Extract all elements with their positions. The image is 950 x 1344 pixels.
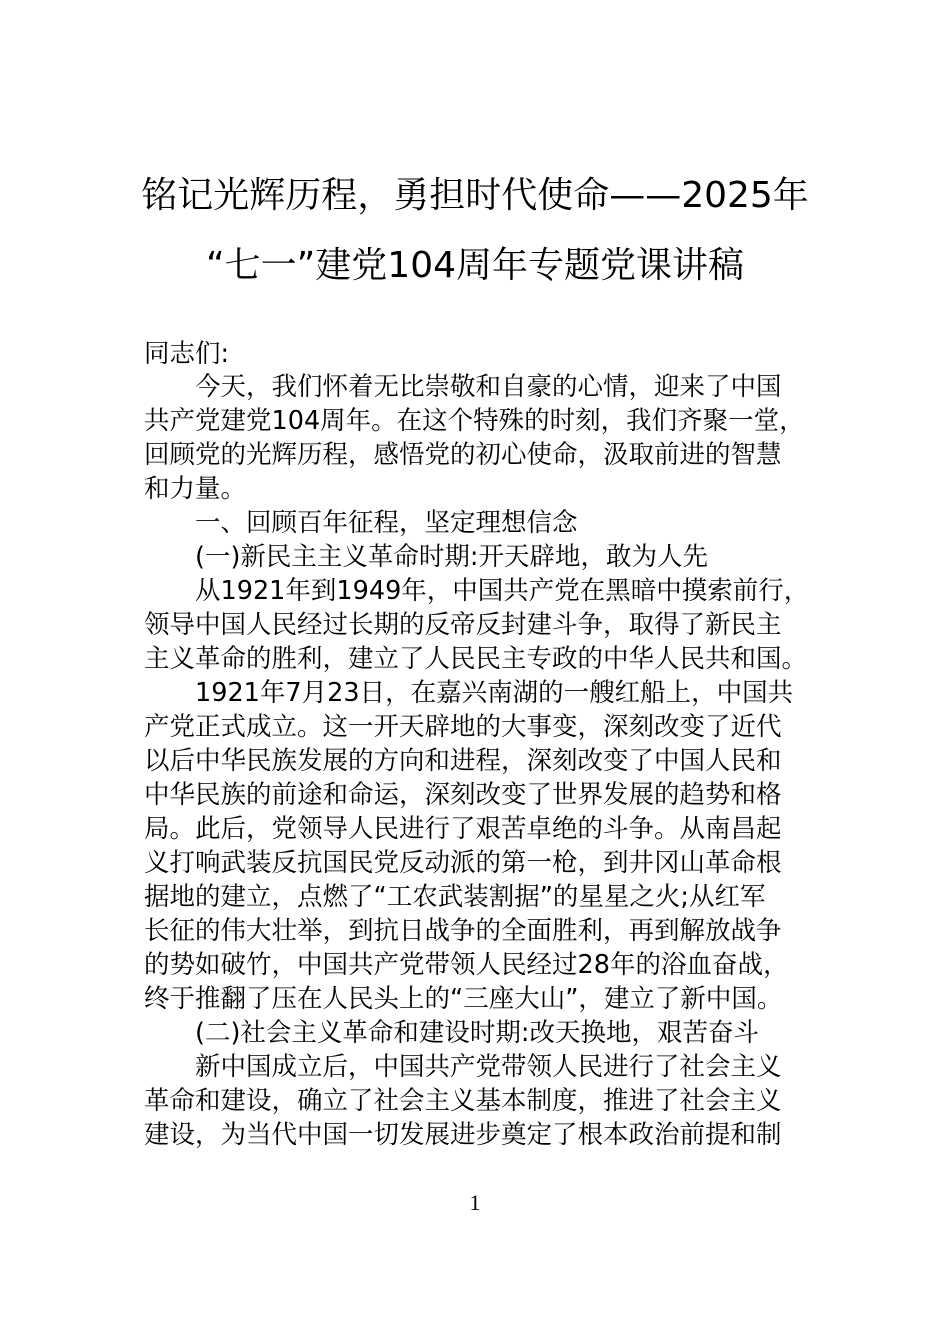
body-line: 和力量。 — [144, 474, 247, 504]
salutation: 同志们: — [144, 339, 230, 369]
body-line: 中华民族的前途和命运，深刻改变了世界发展的趋势和格 — [144, 780, 782, 810]
body-line: 产党正式成立。这一开天辟地的大事变，深刻改变了近代 — [144, 712, 782, 742]
title-line-2: “七一”建党104周年专题党课讲稿 — [205, 245, 744, 286]
body-line: 终于推翻了压在人民头上的“三座大山”，建立了新中国。 — [144, 984, 783, 1014]
body-line: 的势如破竹，中国共产党带领人民经过28年的浴血奋战， — [144, 950, 789, 980]
body-line: 1921年7月23日，在嘉兴南湖的一艘红船上，中国共 — [195, 678, 794, 708]
body-line: 新中国成立后，中国共产党带领人民进行了社会主义 — [195, 1052, 782, 1082]
body-line: 长征的伟大壮举，到抗日战争的全面胜利，再到解放战争 — [144, 916, 782, 946]
body-line: 今天，我们怀着无比崇敬和自豪的心情，迎来了中国 — [195, 372, 782, 402]
body-line: 共产党建党104周年。在这个特殊的时刻，我们齐聚一堂， — [144, 406, 805, 436]
body-line: 回顾党的光辉历程，感悟党的初心使命，汲取前进的智慧 — [144, 440, 782, 470]
body-line: 建设，为当代中国一切发展进步奠定了根本政治前提和制 — [144, 1120, 782, 1150]
body-line: 以后中华民族发展的方向和进程，深刻改变了中国人民和 — [144, 746, 782, 776]
body-line: 义打响武装反抗国民党反动派的第一枪，到井冈山革命根 — [144, 848, 782, 878]
body-line: 革命和建设，确立了社会主义基本制度，推进了社会主义 — [144, 1086, 782, 1116]
title-line-1: 铭记光辉历程，勇担时代使命——2025年 — [141, 175, 809, 216]
body-line: 领导中国人民经过长期的反帝反封建斗争，取得了新民主 — [144, 610, 782, 640]
page-number: 1 — [469, 1190, 481, 1215]
body-line: 从1921年到1949年，中国共产党在黑暗中摸索前行， — [195, 576, 810, 606]
section-heading: 一、回顾百年征程，坚定理想信念 — [195, 508, 578, 538]
body-line: 据地的建立，点燃了“工农武装割据”的星星之火;从红军 — [144, 882, 766, 912]
subsection-heading: (一)新民主主义革命时期:开天辟地，敢为人先 — [195, 542, 708, 572]
subsection-heading: (二)社会主义革命和建设时期:改天换地，艰苦奋斗 — [195, 1018, 759, 1048]
body-line: 局。此后，党领导人民进行了艰苦卓绝的斗争。从南昌起 — [144, 814, 782, 844]
body-line: 主义革命的胜利，建立了人民民主专政的中华人民共和国。 — [144, 644, 808, 674]
